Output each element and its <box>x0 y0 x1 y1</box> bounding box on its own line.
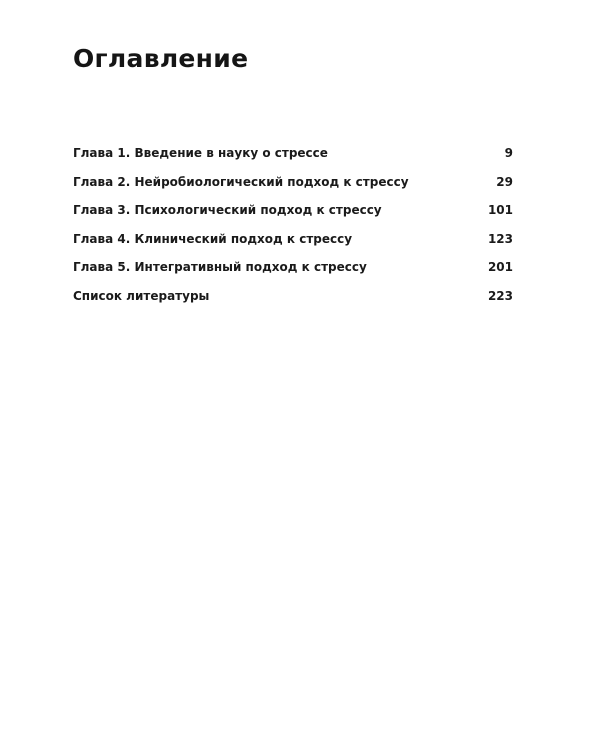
toc-entry-label: Глава 2. Нейробиологический подход к стрессу <box>73 174 409 189</box>
toc-entry-page: 101 <box>487 203 513 217</box>
toc-entry-page: 9 <box>504 146 513 160</box>
toc-entry-label: Глава 3. Психологический подход к стрессу <box>73 203 382 217</box>
toc-entry-label: Глава 5. Интегративный подход к стрессу <box>73 260 367 274</box>
toc-entry-chapter-4 <box>73 232 513 261</box>
toc-entry-chapter-1 <box>73 146 513 175</box>
toc-entry-page: 29 <box>496 174 513 189</box>
toc-entry-chapter-2 <box>73 175 513 204</box>
page-title: Оглавление <box>73 44 249 73</box>
toc-entry-page: 201 <box>487 260 513 274</box>
toc-entry-label: Список литературы <box>73 288 210 303</box>
toc-entry-page: 223 <box>487 288 513 303</box>
toc-entry-chapter-3 <box>73 203 513 232</box>
toc-entry-chapter-5 <box>73 260 513 289</box>
toc-entry-label: Глава 1. Введение в науку о стрессе <box>73 146 328 160</box>
table-of-contents <box>73 146 513 317</box>
toc-entry-label: Глава 4. Клинический подход к стрессу <box>73 231 353 246</box>
toc-entry-references <box>73 289 513 318</box>
toc-entry-page: 123 <box>487 231 513 246</box>
